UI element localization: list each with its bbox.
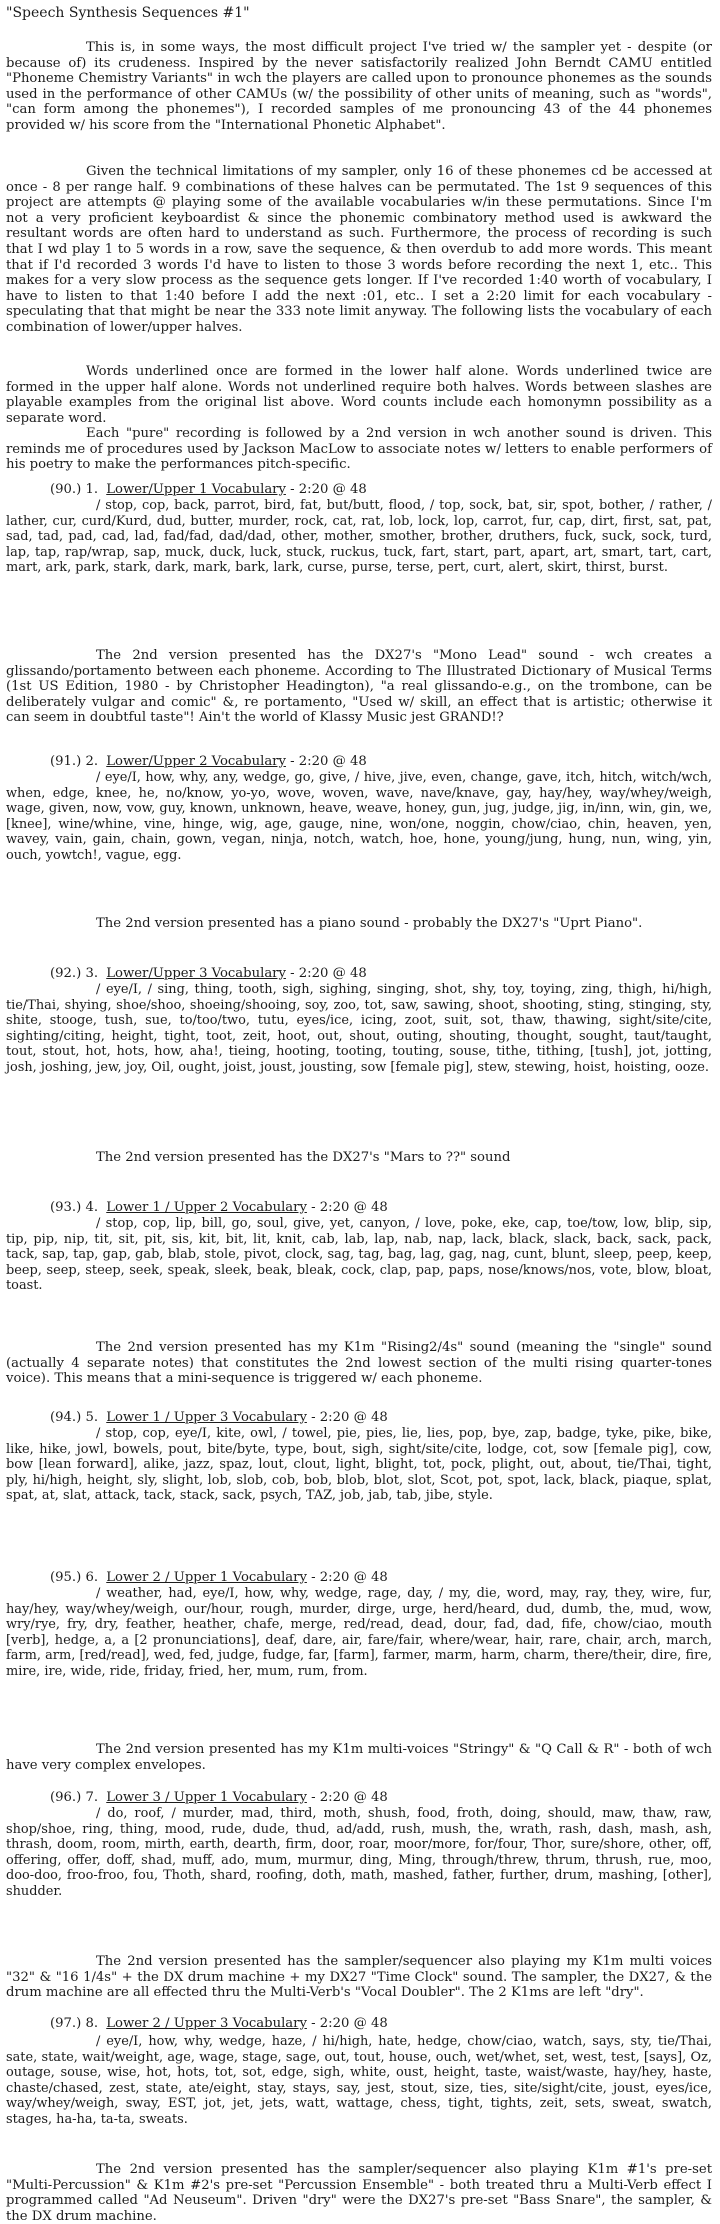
entry-heading	[6, 482, 712, 498]
entry-vocabulary-title: Lower 2 / Upper 3 Vocabulary	[106, 2016, 307, 2031]
entry-word-list: / weather, had, eye/I, how, why, wedge, rage, day, / my, die, word, may, ray, they, wire, fur, hay/hey, way/whey/weigh, our/hour, rough, murder, dirge, urge, herd/heard, dud, dumb, the, mud, wow, wry/rye, fry, dry, feather, heather, chafe, merge, red/read, dead, dour, fad, dad, fife, chow/ciao, mouth [verb], hedge, a, a [2 pronunciations], deaf, dare, air, fare/fair, where/wear, hair, rare, chair, arch, march, farm, arm, [red/read], wed, fed, judge, fudge, far, [farm], farmer, marm, harm, charm, there/their, dire, fire, mire, ire, wide, ride, friday, fried, her, mum, rum, from.	[6, 1586, 712, 1679]
entry-second-version-note: The 2nd version presented has the sampler/sequencer also playing K1m #1's pre-set "Multi-Percussion" & K1m #2's pre-set "Percussion Ensemble" - both treated thru a Multi-Verb effect I programmed called "Ad Neuseum". Driven "dry" were the DX27's pre-set "Bass Snare", the sampler, & the DX drum machine.	[6, 2162, 712, 2224]
entry-vocabulary-title: Lower 1 / Upper 2 Vocabulary	[106, 1200, 307, 1215]
entry-word-list: / do, roof, / murder, mad, third, moth, shush, food, froth, doing, should, maw, thaw, raw, shop/shoe, ring, thing, mood, rude, dude, thud, ad/add, rush, mush, the, wrath, rash, dash, mash, ash, thrash, doom, room, mirth, earth, dearth, firm, door, roar, moor/more, for/four, Thor, sure/shore, other, off, offering, offer, doff, shad, muff, ado, mum, murmur, ding, Ming, through/threw, thrum, thrush, rue, moo, doo-doo, froo-froo, fou, Thoth, shard, roofing, doth, math, mashed, father, further, drum, mashing, [other], shudder.	[6, 1806, 712, 1899]
entry-heading	[6, 966, 712, 982]
entry-heading	[6, 754, 712, 770]
entry-heading	[6, 1410, 712, 1426]
entry-meta: - 2:20 @ 48	[311, 1790, 388, 1805]
entry-second-version-note: The 2nd version presented has the DX27's "Mars to ??" sound	[96, 1150, 511, 1165]
entry-number: (94.) 5.	[50, 1410, 99, 1425]
entry-vocabulary-title: Lower/Upper 1 Vocabulary	[106, 482, 286, 497]
intro-paragraph-1: This is, in some ways, the most difficult project I've tried w/ the sampler yet - despite (or because of) its crudeness. Inspired by the never satisfactorily realized John Berndt CAMU entitled "Phoneme Chemistry Variants" in wch the players are called upon to pronounce phonemes as the sounds used in the performance of other CAMUs (w/ the possibility of other units of meaning, such as "words", "can form among the phonemes"), I recorded samples of me pronouncing 43 of the 44 phonemes provided w/ his score from the "International Phonetic Alphabet".	[6, 40, 712, 133]
entry-vocabulary-title: Lower 2 / Upper 1 Vocabulary	[106, 1570, 307, 1585]
entry-number: (92.) 3.	[50, 966, 99, 981]
entry-number: (93.) 4.	[50, 1200, 99, 1215]
document-title: "Speech Synthesis Sequences #1"	[6, 5, 250, 21]
entry-word-list: / eye/I, how, why, any, wedge, go, give, / hive, jive, even, change, gave, itch, hitch, witch/wch, when, edge, knee, he, no/know, yo-yo, wove, woven, wave, nave/knave, gay, hay/hey, way/whey/weigh, wage, given, now, vow, guy, known, unknown, heave, weave, honey, gun, jug, judge, jig, in/inn, win, gin, we, [knee], wine/whine, vine, hinge, wig, age, gauge, nine, won/one, noggin, chow/ciao, chin, heaven, yen, wavey, vain, gain, chain, gown, vegan, ninja, notch, watch, hoe, hone, young/jung, hung, nun, wing, yin, ouch, yowtch!, vague, egg.	[6, 770, 712, 863]
entry-second-version-note: The 2nd version presented has the sampler/sequencer also playing my K1m multi voices "32" & "16 1/4s" + the DX drum machine + my DX27 "Time Clock" sound. The sampler, the DX27, & the drum machine are all effected thru the Multi-Verb's "Vocal Doubler". The 2 K1ms are left "dry".	[6, 1954, 712, 2001]
entry-second-version-note: The 2nd version presented has my K1m multi-voices "Stringy" & "Q Call & R" - both of wch have very complex envelopes.	[6, 1742, 712, 1773]
entry-meta: - 2:20 @ 48	[290, 482, 367, 497]
entry-meta: - 2:20 @ 48	[290, 966, 367, 981]
entry-meta: - 2:20 @ 48	[311, 1570, 388, 1585]
intro-paragraph-2: Given the technical limitations of my sampler, only 16 of these phonemes cd be accessed at once - 8 per range half. 9 combinations of these halves can be permutated. The 1st 9 sequences of this project are attempts @ playing some of the available vocabularies w/in these permutations. Since I'm not a very proficient keyboardist & since the phonemic combinatory method used is awkward the resultant words are often hard to understand as such. Furthermore, the process of recording is such that I wd play 1 to 5 words in a row, save the sequence, & then overdub to add more words. This meant that if I'd recorded 3 words I'd have to listen to those 3 words before recording the next 1, etc.. This makes for a very slow process as the sequence gets longer. If I've recorded 1:40 worth of vocabulary, I have to listen to that 1:40 before I add the next :01, etc.. I set a 2:20 limit for each vocabulary - speculating that that might be near the 333 note limit anyway. The following lists the vocabulary of each combination of lower/upper halves.	[6, 164, 712, 335]
entry-number: (90.) 1.	[50, 482, 99, 497]
entry-number: (96.) 7.	[50, 1790, 99, 1805]
intro-paragraph-3: Words underlined once are formed in the lower half alone. Words underlined twice are formed in the upper half alone. Words not underlined require both halves. Words between slashes are playable examples from the original list above. Word counts include each homonymn possibility as a separate word.	[6, 364, 712, 426]
entry-word-list: / stop, cop, eye/I, kite, owl, / towel, pie, pies, lie, lies, pop, bye, zap, badge, tyke, pike, bike, like, hike, jowl, bowels, pout, bite/byte, type, bout, sigh, sight/site/cite, lodge, cot, sow [female pig], cow, bow [lean forward], alike, jazz, spaz, lout, clout, light, blight, tot, pock, plight, out, about, tie/Thai, tight, ply, hi/high, height, sly, slight, lob, slob, cob, bob, blob, blot, slot, Scot, pot, spot, lack, black, piaque, splat, spat, at, slat, attack, tack, stack, sack, psych, TAZ, job, jab, tab, jibe, style.	[6, 1426, 712, 1504]
entry-vocabulary-title: Lower 1 / Upper 3 Vocabulary	[106, 1410, 307, 1425]
entry-meta: - 2:20 @ 48	[311, 1410, 388, 1425]
entry-second-version-note: The 2nd version presented has a piano sound - probably the DX27's "Uprt Piano".	[96, 916, 643, 931]
intro-paragraph-4: Each "pure" recording is followed by a 2nd version in wch another sound is driven. This reminds me of procedures used by Jackson MacLow to associate notes w/ letters to enable performers of his poetry to make the performances pitch-specific.	[6, 426, 712, 473]
entry-number: (97.) 8.	[50, 2016, 99, 2031]
entry-second-version-note: The 2nd version presented has my K1m "Rising2/4s" sound (meaning the "single" sound (actually 4 separate notes) that constitutes the 2nd lowest section of the multi rising quarter-tones voice). This means that a mini-sequence is triggered w/ each phoneme.	[6, 1340, 712, 1387]
entry-meta: - 2:20 @ 48	[290, 754, 367, 769]
entry-vocabulary-title: Lower/Upper 3 Vocabulary	[106, 966, 286, 981]
entry-vocabulary-title: Lower 3 / Upper 1 Vocabulary	[106, 1790, 307, 1805]
entry-vocabulary-title: Lower/Upper 2 Vocabulary	[106, 754, 286, 769]
entry-number: (91.) 2.	[50, 754, 99, 769]
entry-heading	[6, 1570, 712, 1586]
entry-heading	[6, 2016, 712, 2032]
entry-meta: - 2:20 @ 48	[311, 1200, 388, 1215]
entry-heading	[6, 1200, 712, 1216]
entry-word-list: / eye/I, / sing, thing, tooth, sigh, sighing, singing, shot, shy, toy, toying, zing, thigh, hi/high, tie/Thai, shying, shoe/shoo, shoeing/shooing, soy, zoo, tot, saw, sawing, shoot, shooting, sting, stinging, sty, shite, stooge, tush, sue, to/too/two, tutu, eyes/ice, icing, zoot, suit, sot, thaw, thawing, sight/site/cite, sighting/citing, height, tight, toot, zeit, hoot, out, shout, outing, shouting, thought, sought, taut/taught, tout, stout, hot, hots, how, aha!, tieing, hooting, tooting, touting, souse, tithe, tithing, [tush], jot, jotting, josh, joshing, jew, joy, Oil, ought, joist, joust, jousting, sow [female pig], stew, stewing, hoist, hoisting, ooze.	[6, 982, 712, 1075]
entry-heading	[6, 1790, 712, 1806]
entry-word-list: / stop, cop, lip, bill, go, soul, give, yet, canyon, / love, poke, eke, cap, toe/tow, low, blip, sip, tip, pip, nip, tit, sit, pit, sis, kit, bit, lit, knit, cab, lab, lap, nab, nap, lack, black, slack, back, sack, pack, tack, sap, tap, gap, gab, blab, stole, pivot, clock, sag, tag, bag, lag, gag, nag, cunt, blunt, sleep, peep, keep, beep, seep, steep, seek, speak, sleek, beak, bleak, cock, clap, pap, paps, nose/knows/nos, vote, blow, bloat, toast.	[6, 1216, 712, 1294]
entry-word-list: / eye/I, how, why, wedge, haze, / hi/high, hate, hedge, chow/ciao, watch, says, sty, tie/Thai, sate, state, wait/weight, age, wage, stage, sage, out, tout, house, ouch, wet/whet, set, west, test, [says], Oz, outage, souse, wise, hot, hots, tot, sot, edge, sigh, white, oust, height, taste, waist/waste, hay/hey, haste, chaste/chased, zest, state, ate/eight, stay, stays, say, jest, stout, size, ties, site/sight/cite, joust, eyes/ice, way/whey/weigh, sway, EST, jot, jet, jets, watt, wattage, chess, tight, tights, zeit, sets, sweat, swatch, stages, ha-ha, ta-ta, sweats.	[6, 2034, 712, 2127]
entry-number: (95.) 6.	[50, 1570, 99, 1585]
entry-word-list: / stop, cop, back, parrot, bird, fat, but/butt, flood, / top, sock, bat, sir, spot, bother, / rather, / lather, cur, curd/Kurd, dud, butter, murder, rock, cat, rat, lob, lock, lop, carrot, fur, cap, dirt, first, sat, pat, sad, tad, pad, cad, lad, fad/fad, dad/dad, other, mother, smother, brother, druthers, fuck, suck, sock, turd, lap, tap, rap/wrap, sap, muck, duck, luck, stuck, ruckus, tuck, fart, start, part, apart, art, smart, tart, cart, mart, ark, park, stark, dark, mark, bark, lark, curse, purse, terse, pert, curt, alert, skirt, thirst, burst.	[6, 498, 712, 576]
entry-meta: - 2:20 @ 48	[311, 2016, 388, 2031]
entry-second-version-note: The 2nd version presented has the DX27's "Mono Lead" sound - wch creates a glissando/portamento between each phoneme. According to The Illustrated Dictionary of Musical Terms (1st US Edition, 1980 - by Christopher Headington), "a real glissando-e.g., on the trombone, can be deliberately vulgar and comic" &, re portamento, "Used w/ skill, an effect that is artistic; otherwise it can seem in doubtful taste"! Ain't the world of Klassy Music jest GRAND!?	[6, 648, 712, 726]
